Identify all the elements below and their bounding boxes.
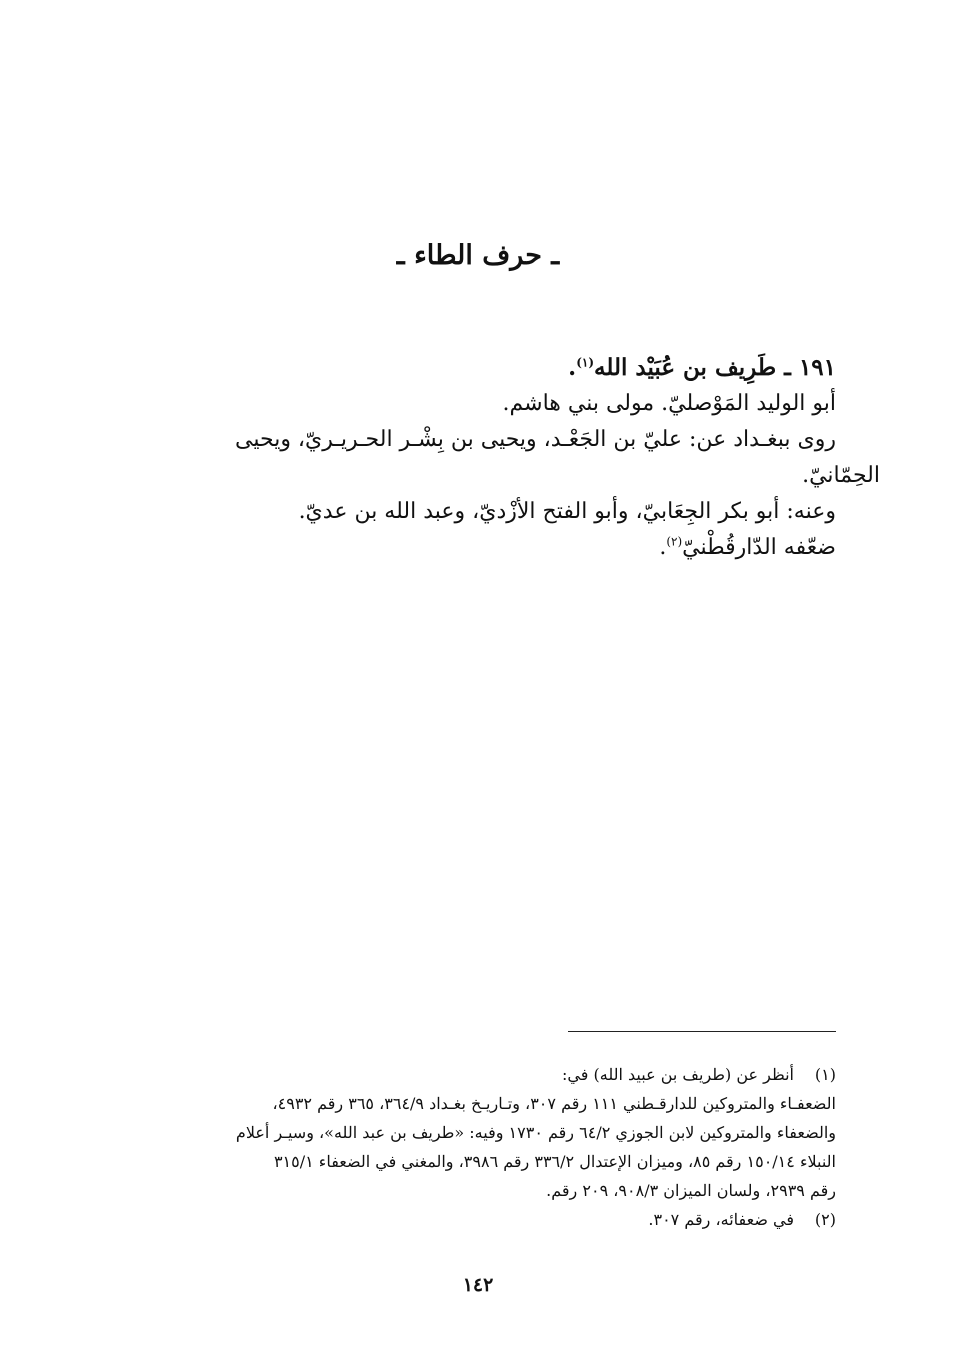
footnote-2-line-1 <box>118 1205 836 1234</box>
entry-line-grading <box>116 530 836 566</box>
footnote-1-number: (١) <box>814 1065 836 1084</box>
entry-line-kunya: أبو الوليد المَوْصليّ. مولى بني هاشم. <box>502 391 836 416</box>
footnote-ref-1[interactable]: (١) <box>576 355 595 370</box>
biography-entry <box>116 350 880 566</box>
chapter-title: ـ حرف الطاء ـ <box>396 240 560 271</box>
footnotes <box>118 1060 836 1234</box>
entry-grading-end: . <box>659 535 667 560</box>
entry-headline-end: . <box>568 354 577 381</box>
page-number: ١٤٢ <box>462 1274 494 1296</box>
footnote-1-text: أنظر عن (طريف بن عبيد الله) في: <box>562 1065 794 1084</box>
footnote-2-text: في ضعفائه، رقم ٣٠٧. <box>648 1210 794 1229</box>
footnote-1-line-5: رقم ٢٩٣٩، ولسان الميزان ٩٠٨/٣، ٢٠٩ رقم. <box>546 1181 836 1200</box>
entry-line-narrated-by: وعنه: أبو بكر الجِعَابيّ، وأبو الفتح الأزْديّ، وعبد الله بن عديّ. <box>298 499 836 524</box>
footnote-ref-2[interactable]: (٢) <box>666 534 683 549</box>
entry-line-narrated-from-cont: الحِمّانيّ. <box>802 463 880 488</box>
footnote-1-line-3: والضعفاء والمتروكين لابن الجوزي ٦٤/٢ رقم ١٧٣٠ وفيه: «طريف بن عبد الله»، وسيـر أعلام <box>235 1123 836 1142</box>
footnote-1-line-2: الضعفـاء والمتروكين للدارقـطني ١١١ رقم ٣٠٧، وتـاريـخ بغـداد ٣٦٤/٩، ٣٦٥ رقم ٤٩٣٢، <box>272 1094 836 1113</box>
entry-grading-text: ضعّفه الدّارقُطْنيّ <box>682 535 836 560</box>
entry-headline <box>116 350 836 386</box>
footnote-2-number: (٢) <box>814 1210 836 1229</box>
footnote-1-line-4: النبلاء ١٥٠/١٤ رقم ٨٥، وميزان الإعتدال ٣٣٦/٢ رقم ٣٩٨٦، والمغني في الضعفاء ٣١٥/١ <box>273 1152 836 1171</box>
entry-line-narrated-from: روى ببغـداد عن: عليّ بن الجَعْـد، ويحيى بن بِشْـر الحـريـريّ، ويحيى <box>235 427 836 452</box>
entry-headline-text: ١٩١ ـ طَرِيف بن عُبَيْد الله <box>594 354 836 381</box>
footnote-1-line-1 <box>118 1060 836 1089</box>
footnote-separator <box>568 1031 836 1032</box>
